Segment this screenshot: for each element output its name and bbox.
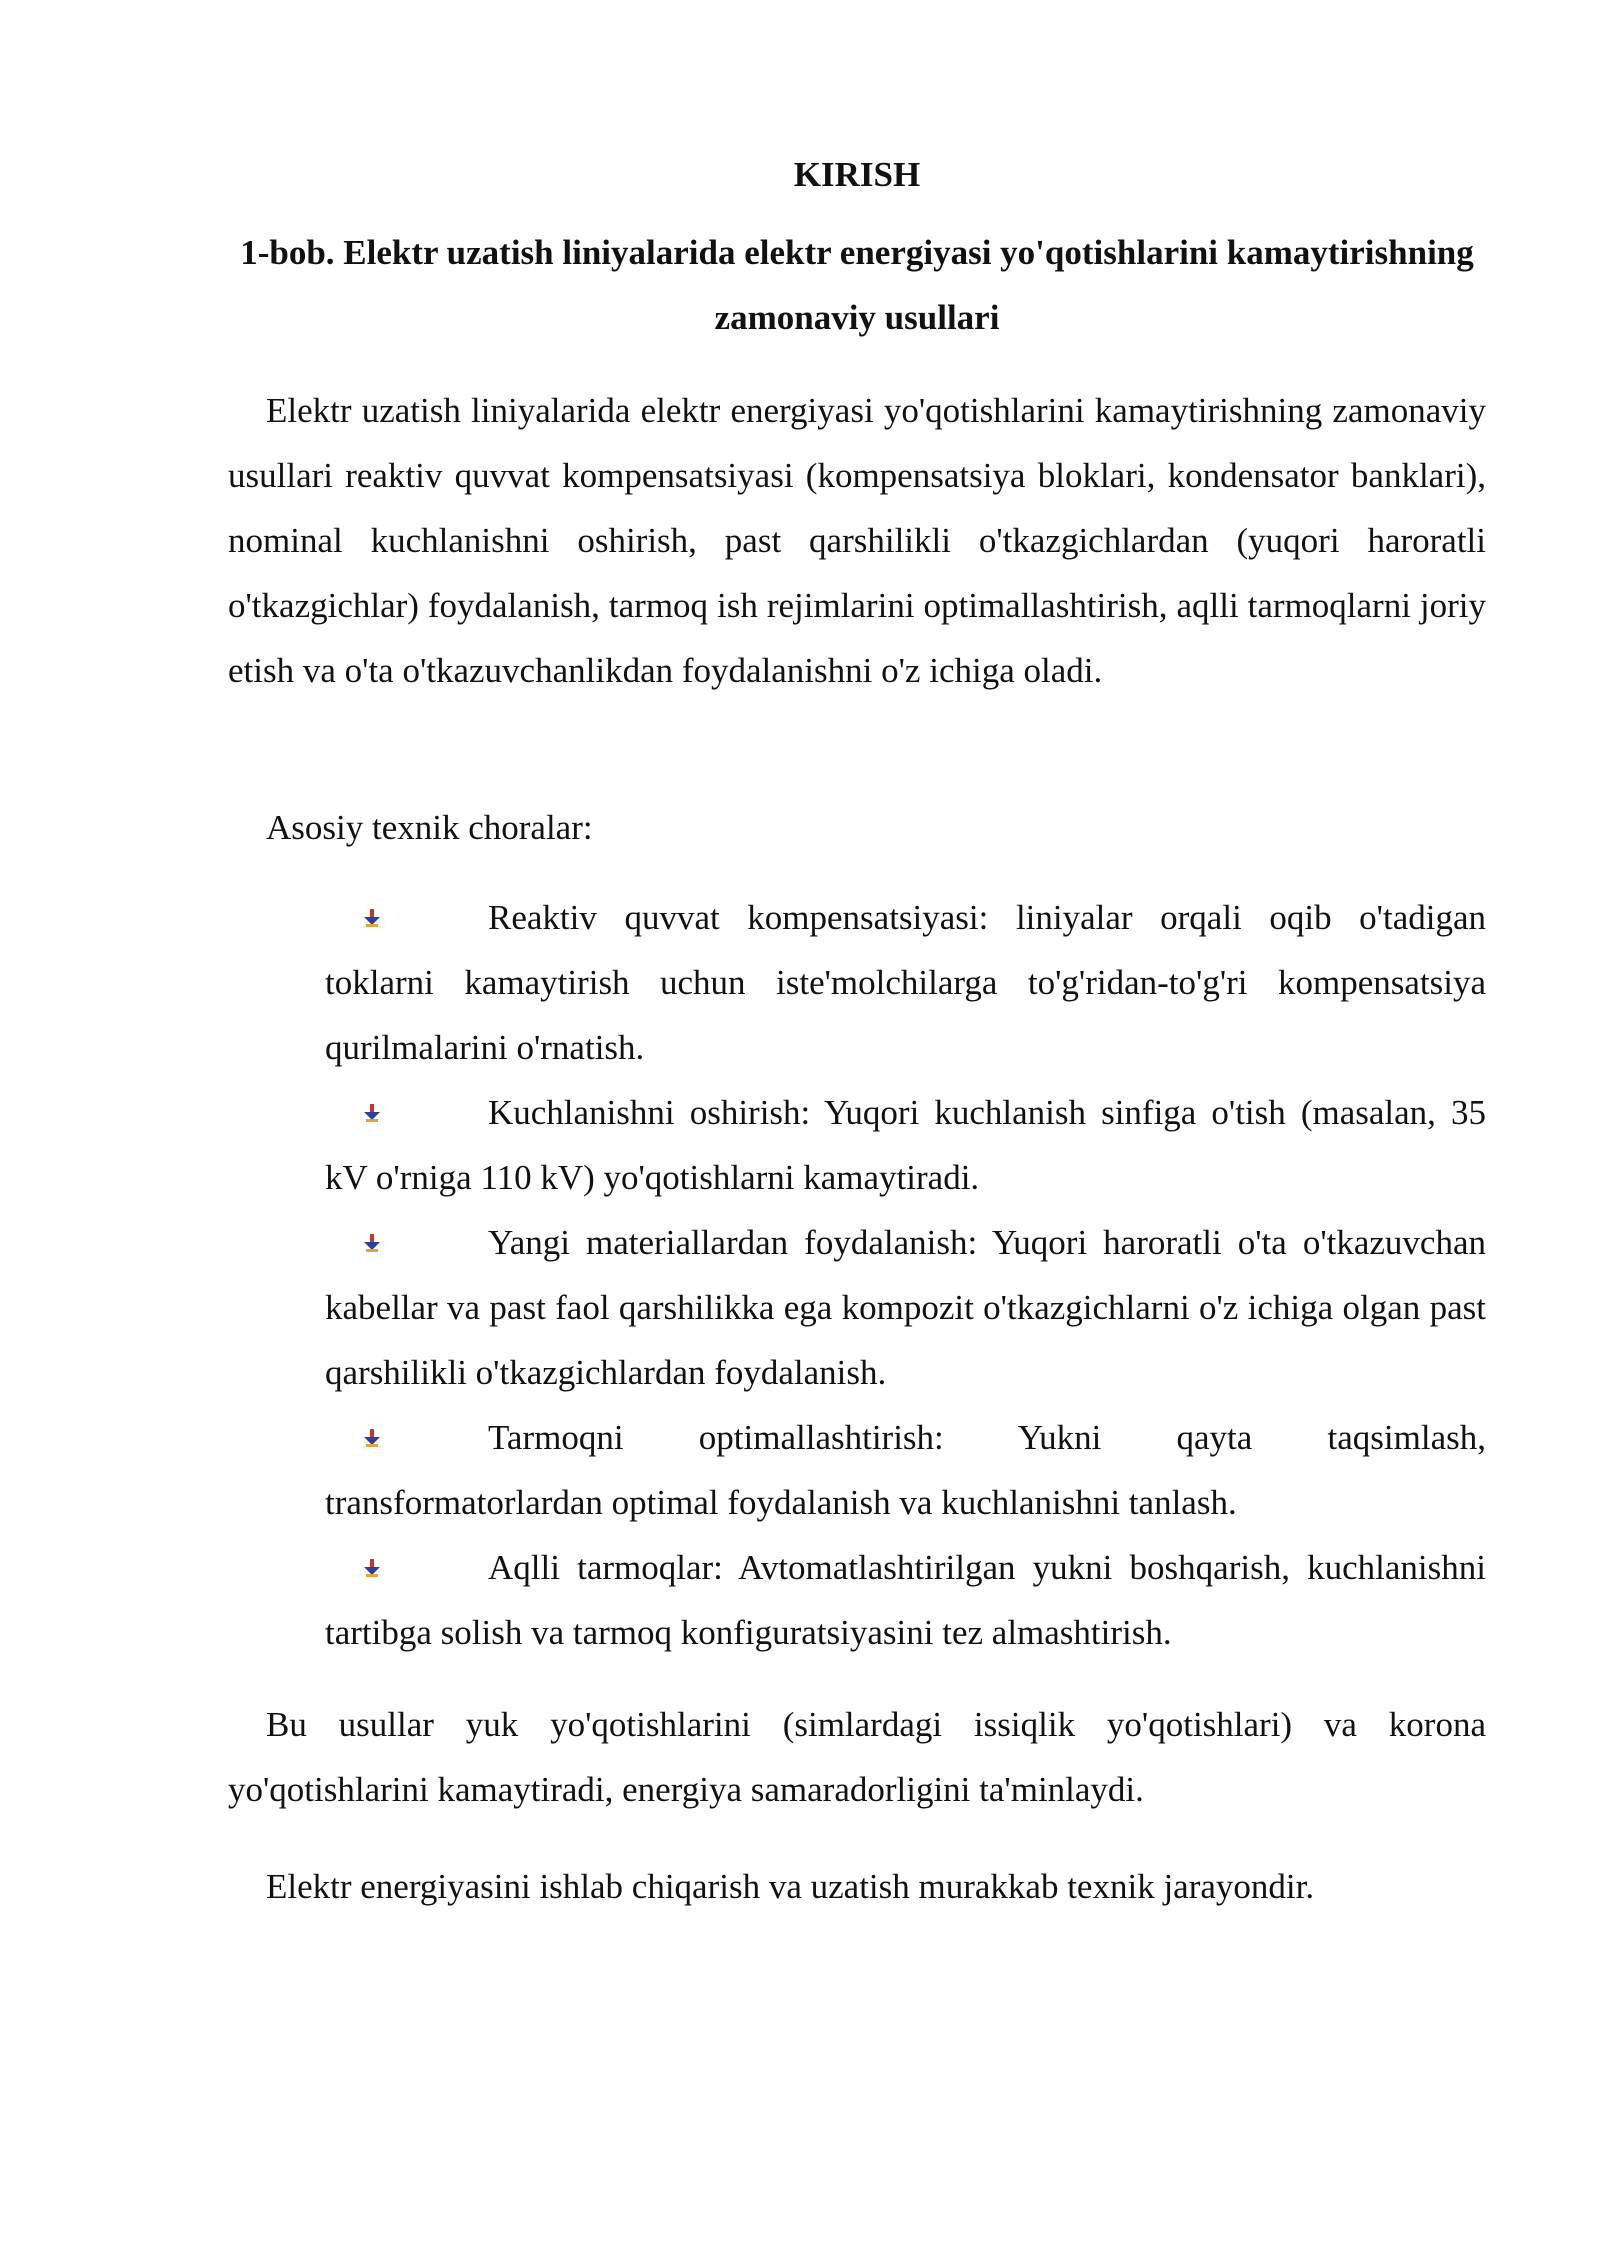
list-item	[325, 1080, 1486, 1210]
arrow-down-bullet-icon	[363, 1429, 381, 1447]
list-item	[325, 885, 1486, 1080]
measures-label: Asosiy texnik choralar:	[266, 808, 593, 847]
list-item-text: Aqlli tarmoqlar: Avtomatlashtirilgan yukni boshqarish, kuchlanishni tartibga solish va tarmoq konfiguratsiyasini tez almashtirish.	[325, 1548, 1486, 1652]
measures-list	[325, 885, 1486, 1665]
list-item-text: Yangi materiallardan foydalanish: Yuqori haroratli o'ta o'tkazuvchan kabellar va past faol qarshilikka ega kompozit o'tkazgichlarni o'z ichiga olgan past qarshilikli o'tkazgichlardan foydalanish.	[325, 1223, 1486, 1392]
arrow-down-bullet-icon	[363, 1559, 381, 1577]
intro-paragraph: Elektr uzatish liniyalarida elektr energiyasi yo'qotishlarini kamaytirishning zamonaviy usullari reaktiv quvvat kompensatsiyasi (kompensatsiya bloklari, kondensator banklari), nominal kuchlanishni oshirish, past qarshilikli o'tkazgichlardan (yuqori haroratli o'tkazgichlar) foydalanish, tarmoq ish rejimlarini optimallashtirish, aqlli tarmoqlarni joriy etish va o'ta o'tkazuvchanlikdan foydalanishni o'z ichiga oladi.	[228, 391, 1486, 690]
list-item-text: Reaktiv quvvat kompensatsiyasi: liniyalar orqali oqib o'tadigan toklarni kamaytirish uchun iste'molchilarga to'g'ridan-to'g'ri kompensatsiya qurilmalarini o'rnatish.	[325, 898, 1486, 1067]
list-item	[325, 1405, 1486, 1535]
list-item	[325, 1535, 1486, 1665]
closing-paragraph: Elektr energiyasini ishlab chiqarish va uzatish murakkab texnik jarayondir.	[266, 1867, 1315, 1906]
summary-paragraph: Bu usullar yuk yo'qotishlarini (simlardagi issiqlik yo'qotishlari) va korona yo'qotishlarini kamaytiradi, energiya samaradorligini ta'minlaydi.	[228, 1705, 1486, 1809]
arrow-down-bullet-icon	[363, 909, 381, 927]
chapter-heading: 1-bob. Elektr uzatish liniyalarida elektr energiyasi yo'qotishlarini kamaytirishning zamonaviy usullari	[240, 233, 1474, 337]
list-item-text: Kuchlanishni oshirish: Yuqori kuchlanish sinfiga o'tish (masalan, 35 kV o'rniga 110 kV) yo'qotishlarni kamaytiradi.	[325, 1093, 1486, 1197]
page-title: KIRISH	[793, 155, 921, 194]
arrow-down-bullet-icon	[363, 1234, 381, 1252]
list-item-text: Tarmoqni optimallashtirish: Yukni qayta taqsimlash, transformatorlardan optimal foydalanish va kuchlanishni tanlash.	[325, 1418, 1486, 1522]
arrow-down-bullet-icon	[363, 1104, 381, 1122]
list-item	[325, 1210, 1486, 1405]
